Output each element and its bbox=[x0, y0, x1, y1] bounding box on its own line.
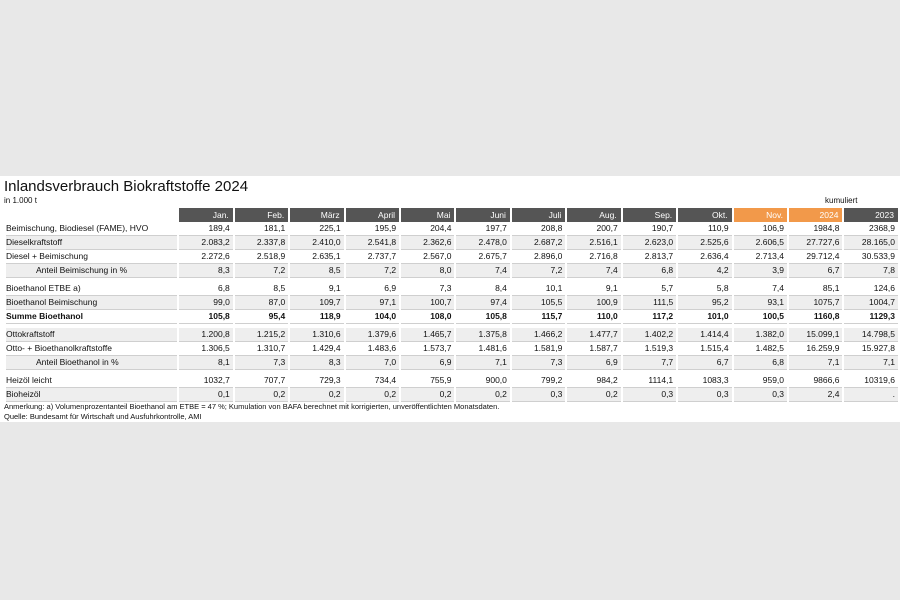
column-header: Jan. bbox=[179, 208, 232, 222]
table-row bbox=[6, 328, 898, 342]
table-cell: 15.927,8 bbox=[844, 342, 898, 356]
column-header: Mai bbox=[401, 208, 454, 222]
table-cell: 7,7 bbox=[623, 356, 676, 370]
table-cell: 8,0 bbox=[401, 264, 454, 278]
table-cell: 104,0 bbox=[346, 310, 399, 324]
table-cell: 14.798,5 bbox=[844, 328, 898, 342]
table-cell: 1083,3 bbox=[678, 374, 731, 388]
table-cell: 7,8 bbox=[844, 264, 898, 278]
page-title: Inlandsverbrauch Biokraftstoffe 2024 bbox=[4, 178, 249, 195]
row-label: Diesel + Beimischung bbox=[6, 250, 177, 264]
table-cell: 195,9 bbox=[346, 222, 399, 236]
table-cell: 1.519,3 bbox=[623, 342, 676, 356]
table-cell: 9,1 bbox=[290, 282, 343, 296]
table-cell: 95,2 bbox=[678, 296, 731, 310]
table-row bbox=[6, 264, 898, 278]
table-cell: 8,1 bbox=[179, 356, 232, 370]
table-cell: 900,0 bbox=[456, 374, 509, 388]
table-cell: 6,8 bbox=[179, 282, 232, 296]
table-cell: 2.478,0 bbox=[456, 236, 509, 250]
row-label: Otto- + Bioethanolkraftstoffe bbox=[6, 342, 177, 356]
table-cell: 10319,6 bbox=[844, 374, 898, 388]
table-cell: 115,7 bbox=[512, 310, 565, 324]
table-cell: 755,9 bbox=[401, 374, 454, 388]
table-cell: 87,0 bbox=[235, 296, 288, 310]
table-cell: 105,8 bbox=[456, 310, 509, 324]
table-cell: 2,4 bbox=[789, 388, 842, 402]
table-cell: 0,2 bbox=[567, 388, 620, 402]
table-cell: 16.259,9 bbox=[789, 342, 842, 356]
table-row bbox=[6, 310, 898, 324]
table-cell: 6,7 bbox=[789, 264, 842, 278]
table-cell: 4,2 bbox=[678, 264, 731, 278]
table-cell: 1.515,4 bbox=[678, 342, 731, 356]
table-cell: 1075,7 bbox=[789, 296, 842, 310]
table-cell: 225,1 bbox=[290, 222, 343, 236]
table-cell: 2.623,0 bbox=[623, 236, 676, 250]
table-cell: 1.306,5 bbox=[179, 342, 232, 356]
table-cell: 5,8 bbox=[678, 282, 731, 296]
row-label: Anteil Beimischung in % bbox=[6, 264, 177, 278]
table-cell: 5,7 bbox=[623, 282, 676, 296]
table-cell: 1.310,7 bbox=[235, 342, 288, 356]
table-cell: 0,2 bbox=[401, 388, 454, 402]
table-cell: 93,1 bbox=[734, 296, 787, 310]
row-label: Heizöl leicht bbox=[6, 374, 177, 388]
table-cell: 28.165,0 bbox=[844, 236, 898, 250]
table-cell: 2.713,4 bbox=[734, 250, 787, 264]
table-cell: 1.402,2 bbox=[623, 328, 676, 342]
table-cell: 27.727,6 bbox=[789, 236, 842, 250]
table-cell: 707,7 bbox=[235, 374, 288, 388]
table-row bbox=[6, 388, 898, 402]
table-cell: 111,5 bbox=[623, 296, 676, 310]
row-label: Dieselkraftstoff bbox=[6, 236, 177, 250]
table-cell: 0,3 bbox=[623, 388, 676, 402]
table-cell: 2.716,8 bbox=[567, 250, 620, 264]
table-cell: 7,0 bbox=[346, 356, 399, 370]
unit-label: in 1.000 t bbox=[4, 196, 37, 205]
column-header: März bbox=[290, 208, 343, 222]
table-cell: 2.636,4 bbox=[678, 250, 731, 264]
table-cell: 1.573,7 bbox=[401, 342, 454, 356]
table-cell: 1.310,6 bbox=[290, 328, 343, 342]
row-label: Beimischung, Biodiesel (FAME), HVO bbox=[6, 222, 177, 236]
table-cell: 2368,9 bbox=[844, 222, 898, 236]
table-cell: 1114,1 bbox=[623, 374, 676, 388]
cumulative-label: kumuliert bbox=[825, 196, 858, 205]
table-cell: 108,0 bbox=[401, 310, 454, 324]
table-row bbox=[6, 282, 898, 296]
table-cell: 0,2 bbox=[456, 388, 509, 402]
column-header: Feb. bbox=[235, 208, 288, 222]
table-cell: 0,2 bbox=[290, 388, 343, 402]
table-cell: 2.635,1 bbox=[290, 250, 343, 264]
table-cell: 984,2 bbox=[567, 374, 620, 388]
table-cell: 124,6 bbox=[844, 282, 898, 296]
table-cell: 2.675,7 bbox=[456, 250, 509, 264]
table-cell: . bbox=[844, 388, 898, 402]
table-cell: 2.410,0 bbox=[290, 236, 343, 250]
table-cell: 1.587,7 bbox=[567, 342, 620, 356]
table-cell: 8,5 bbox=[290, 264, 343, 278]
row-label: Ottokraftstoff bbox=[6, 328, 177, 342]
table-cell: 29.712,4 bbox=[789, 250, 842, 264]
table-cell: 0,3 bbox=[512, 388, 565, 402]
table-cell: 7,4 bbox=[567, 264, 620, 278]
table-cell: 7,1 bbox=[789, 356, 842, 370]
table-cell: 1984,8 bbox=[789, 222, 842, 236]
table-cell: 6,7 bbox=[678, 356, 731, 370]
table-cell: 2.083,2 bbox=[179, 236, 232, 250]
table-card bbox=[0, 176, 900, 422]
table-cell: 7,4 bbox=[456, 264, 509, 278]
table-cell: 6,9 bbox=[567, 356, 620, 370]
table-cell: 106,9 bbox=[734, 222, 787, 236]
table-row bbox=[6, 342, 898, 356]
table-cell: 1.481,6 bbox=[456, 342, 509, 356]
table-cell: 1032,7 bbox=[179, 374, 232, 388]
table-cell: 101,0 bbox=[678, 310, 731, 324]
table-cell: 6,9 bbox=[401, 356, 454, 370]
column-header-highlight: 2024 bbox=[789, 208, 842, 222]
table-cell: 2.362,6 bbox=[401, 236, 454, 250]
table-row bbox=[6, 374, 898, 388]
column-header-highlight: Nov. bbox=[734, 208, 787, 222]
table-cell: 1.465,7 bbox=[401, 328, 454, 342]
table-cell: 197,7 bbox=[456, 222, 509, 236]
table-cell: 118,9 bbox=[290, 310, 343, 324]
table-cell: 2.516,1 bbox=[567, 236, 620, 250]
table-cell: 799,2 bbox=[512, 374, 565, 388]
table-cell: 7,1 bbox=[844, 356, 898, 370]
table-cell: 9866,6 bbox=[789, 374, 842, 388]
table-cell: 1.429,4 bbox=[290, 342, 343, 356]
table-cell: 7,3 bbox=[512, 356, 565, 370]
table-cell: 6,9 bbox=[346, 282, 399, 296]
column-header: Aug. bbox=[567, 208, 620, 222]
table-cell: 190,7 bbox=[623, 222, 676, 236]
table-cell: 0,2 bbox=[346, 388, 399, 402]
table-cell: 2.737,7 bbox=[346, 250, 399, 264]
row-label: Bioheizöl bbox=[6, 388, 177, 402]
header-label-cell bbox=[6, 208, 177, 222]
table-cell: 1.482,5 bbox=[734, 342, 787, 356]
row-label: Summe Bioethanol bbox=[6, 310, 177, 324]
row-label: Bioethanol ETBE a) bbox=[6, 282, 177, 296]
table-cell: 97,4 bbox=[456, 296, 509, 310]
table-row bbox=[6, 222, 898, 236]
table-cell: 2.541,8 bbox=[346, 236, 399, 250]
data-table bbox=[4, 208, 900, 402]
footnote: Anmerkung: a) Volumenprozentanteil Bioethanol am ETBE = 47 %; Kumulation von BAFA berechnet mit korrigierten, unveröffentlichten Monatsdaten. bbox=[4, 402, 500, 411]
table-cell: 1.200,8 bbox=[179, 328, 232, 342]
table-row bbox=[6, 250, 898, 264]
table-cell: 1.477,7 bbox=[567, 328, 620, 342]
table-cell: 2.567,0 bbox=[401, 250, 454, 264]
table-cell: 30.533,9 bbox=[844, 250, 898, 264]
column-header: April bbox=[346, 208, 399, 222]
row-label: Anteil Bioethanol in % bbox=[6, 356, 177, 370]
table-cell: 105,8 bbox=[179, 310, 232, 324]
table-cell: 100,7 bbox=[401, 296, 454, 310]
row-label: Bioethanol Beimischung bbox=[6, 296, 177, 310]
table-cell: 189,4 bbox=[179, 222, 232, 236]
table-cell: 7,1 bbox=[456, 356, 509, 370]
column-header: Juli bbox=[512, 208, 565, 222]
table-cell: 1160,8 bbox=[789, 310, 842, 324]
table-cell: 6,8 bbox=[734, 356, 787, 370]
table-cell: 117,2 bbox=[623, 310, 676, 324]
table-cell: 7,2 bbox=[512, 264, 565, 278]
table-cell: 110,9 bbox=[678, 222, 731, 236]
table-cell: 7,2 bbox=[235, 264, 288, 278]
source-note: Quelle: Bundesamt für Wirtschaft und Ausfuhrkontrolle, AMI bbox=[4, 412, 202, 421]
table-cell: 100,9 bbox=[567, 296, 620, 310]
table-cell: 8,4 bbox=[456, 282, 509, 296]
column-header: 2023 bbox=[844, 208, 898, 222]
table-cell: 7,3 bbox=[401, 282, 454, 296]
column-header: Sep. bbox=[623, 208, 676, 222]
table-cell: 729,3 bbox=[290, 374, 343, 388]
table-cell: 1.379,6 bbox=[346, 328, 399, 342]
column-header: Juni bbox=[456, 208, 509, 222]
table-cell: 1.581,9 bbox=[512, 342, 565, 356]
table-cell: 1.466,2 bbox=[512, 328, 565, 342]
table-cell: 208,8 bbox=[512, 222, 565, 236]
table-cell: 97,1 bbox=[346, 296, 399, 310]
table-cell: 0,1 bbox=[179, 388, 232, 402]
table-cell: 1.375,8 bbox=[456, 328, 509, 342]
table-row bbox=[6, 296, 898, 310]
table-cell: 200,7 bbox=[567, 222, 620, 236]
table-cell: 1.382,0 bbox=[734, 328, 787, 342]
table-cell: 734,4 bbox=[346, 374, 399, 388]
table-cell: 8,3 bbox=[179, 264, 232, 278]
table-cell: 15.099,1 bbox=[789, 328, 842, 342]
table-cell: 2.272,6 bbox=[179, 250, 232, 264]
table-cell: 1.483,6 bbox=[346, 342, 399, 356]
table-cell: 7,4 bbox=[734, 282, 787, 296]
table-cell: 7,2 bbox=[346, 264, 399, 278]
table-cell: 95,4 bbox=[235, 310, 288, 324]
table-cell: 99,0 bbox=[179, 296, 232, 310]
table-cell: 3,9 bbox=[734, 264, 787, 278]
table-cell: 204,4 bbox=[401, 222, 454, 236]
table-cell: 105,5 bbox=[512, 296, 565, 310]
table-cell: 109,7 bbox=[290, 296, 343, 310]
table-cell: 10,1 bbox=[512, 282, 565, 296]
table-cell: 85,1 bbox=[789, 282, 842, 296]
column-header: Okt. bbox=[678, 208, 731, 222]
table-cell: 2.687,2 bbox=[512, 236, 565, 250]
table-cell: 6,8 bbox=[623, 264, 676, 278]
table-cell: 959,0 bbox=[734, 374, 787, 388]
table-cell: 1129,3 bbox=[844, 310, 898, 324]
table-cell: 8,5 bbox=[235, 282, 288, 296]
table-cell: 1004,7 bbox=[844, 296, 898, 310]
table-cell: 2.606,5 bbox=[734, 236, 787, 250]
table-cell: 9,1 bbox=[567, 282, 620, 296]
table-cell: 0,3 bbox=[678, 388, 731, 402]
table-cell: 2.518,9 bbox=[235, 250, 288, 264]
table-cell: 1.215,2 bbox=[235, 328, 288, 342]
table-cell: 100,5 bbox=[734, 310, 787, 324]
table-cell: 181,1 bbox=[235, 222, 288, 236]
table-row bbox=[6, 356, 898, 370]
table-cell: 110,0 bbox=[567, 310, 620, 324]
table-cell: 7,3 bbox=[235, 356, 288, 370]
table-cell: 2.896,0 bbox=[512, 250, 565, 264]
table-cell: 2.337,8 bbox=[235, 236, 288, 250]
table-cell: 2.813,7 bbox=[623, 250, 676, 264]
table-cell: 2.525,6 bbox=[678, 236, 731, 250]
table-cell: 1.414,4 bbox=[678, 328, 731, 342]
table-cell: 0,2 bbox=[235, 388, 288, 402]
table-row bbox=[6, 236, 898, 250]
table-cell: 0,3 bbox=[734, 388, 787, 402]
header-row bbox=[6, 208, 898, 222]
table-cell: 8,3 bbox=[290, 356, 343, 370]
